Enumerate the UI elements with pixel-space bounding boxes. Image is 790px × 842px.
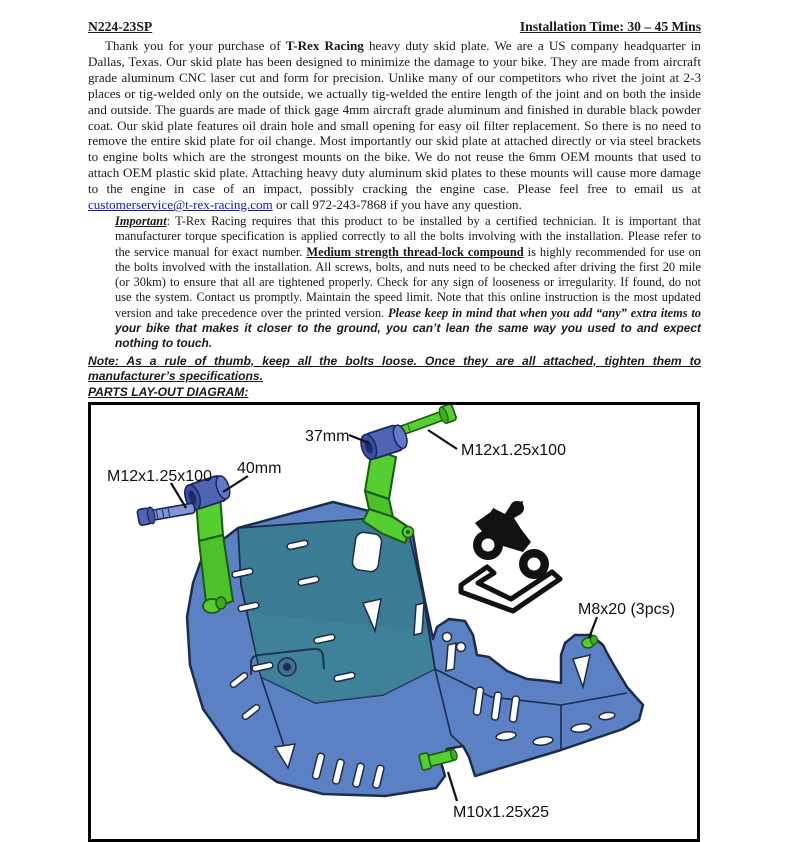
important-paragraph — [115, 214, 701, 352]
customer-service-email-link[interactable]: customerservice@t-rex-racing.com — [88, 197, 273, 213]
important-label: Important — [115, 213, 167, 228]
label-m10: M10x1.25x25 — [453, 803, 550, 821]
caution-text-serif: Please keep in mind that when you add “any” extra items to — [387, 305, 701, 320]
leader-m12-left — [171, 483, 186, 508]
leader-m10 — [448, 772, 457, 801]
intro-paragraph — [88, 38, 701, 213]
label-37mm: 37mm — [305, 427, 350, 445]
label-m12-top: M12x1.25x100 — [461, 441, 566, 459]
parts-diagram-box — [88, 402, 700, 842]
doc-number: N224-23SP — [88, 19, 153, 34]
important-text-1: : T-Rex Racing requires that this product to be installed by a certified technician. It is important that manufacturer torque specification is applied correctly to all the bolts involving with the installation. Please refer to the service manual for exact number. — [115, 213, 701, 259]
document-header — [88, 19, 701, 35]
leader-m12-top — [428, 430, 457, 449]
note-line: Note: As a rule of thumb, keep all the bolts loose. Once they are all attached, tighten them to manufacturer’s specifications. — [88, 353, 701, 383]
parts-diagram-title: PARTS LAY-OUT DIAGRAM: — [88, 384, 249, 399]
threadlock-emphasis: Medium strength thread-lock compound — [306, 244, 524, 259]
intro-text-1: Thank you for your purchase of — [105, 38, 286, 53]
caution-text-sans: your bike that makes it closer to the ground, you can’t lean the same way you used to and expect nothing to touch. — [115, 321, 701, 351]
label-m12-left: M12x1.25x100 — [107, 467, 212, 485]
brand-name: T-Rex Racing — [285, 38, 364, 53]
intro-text-3: or call 972-243-7868 if you have any question. — [272, 197, 522, 213]
parts-diagram-svg — [91, 405, 697, 839]
important-text-2: is highly recommended for use on the bolts involved with the installation. All screws, bolts, and nuts need to be checked after driving the first 20 mile (or 30km) to ensure that all are tightened properly. Check for any sign of looseness or irregularity. If found, do not use the system. Contact us promptly. Maintain the speed limit. Note that this online instruction is the most updated version and take precedence over the printed version. — [115, 244, 701, 320]
motorcycle-direction-icon — [461, 501, 560, 611]
bolt-m12-left — [137, 499, 196, 526]
label-40mm: 40mm — [237, 459, 282, 477]
install-time: Installation Time: 30 – 45 Mins — [519, 19, 701, 34]
skid-plate — [187, 502, 643, 796]
oil-filter-opening — [351, 531, 382, 572]
leader-m8 — [589, 617, 597, 638]
intro-text-2: heavy duty skid plate. We are a US company headquarter in Dallas, Texas. Our skid plate has been designed to minimize the damage to your bike. They are made from aircraft grade aluminum CNC laser cut and form for precision. Unlike many of our competitors who rivet the joint at 2-3 places or tig-welded only on the outside, we actually tig-welded the entire length of the joint and on both the inside and outside. The guards are made of thick gage 4mm aircraft grade aluminum and finished in durable black powder coat. Our skid plate features oil drain hole and small opening for easy oil filter replacement. So there is no need to remove the entire skid plate for oil change. Most importantly our skid plate at attached directly or via steel brackets to engine bolts which are the strongest mounts on the bike. We do not reuse the 6mm OEM mounts that used to attach OEM plastic skid plate. Attaching heavy duty aluminum skid plates to these mounts will cause more damage to the engine in case of an impact, possibly cracking the engine case. Please feel free to email us at — [88, 38, 701, 197]
label-m8: M8x20 (3pcs) — [578, 600, 675, 618]
